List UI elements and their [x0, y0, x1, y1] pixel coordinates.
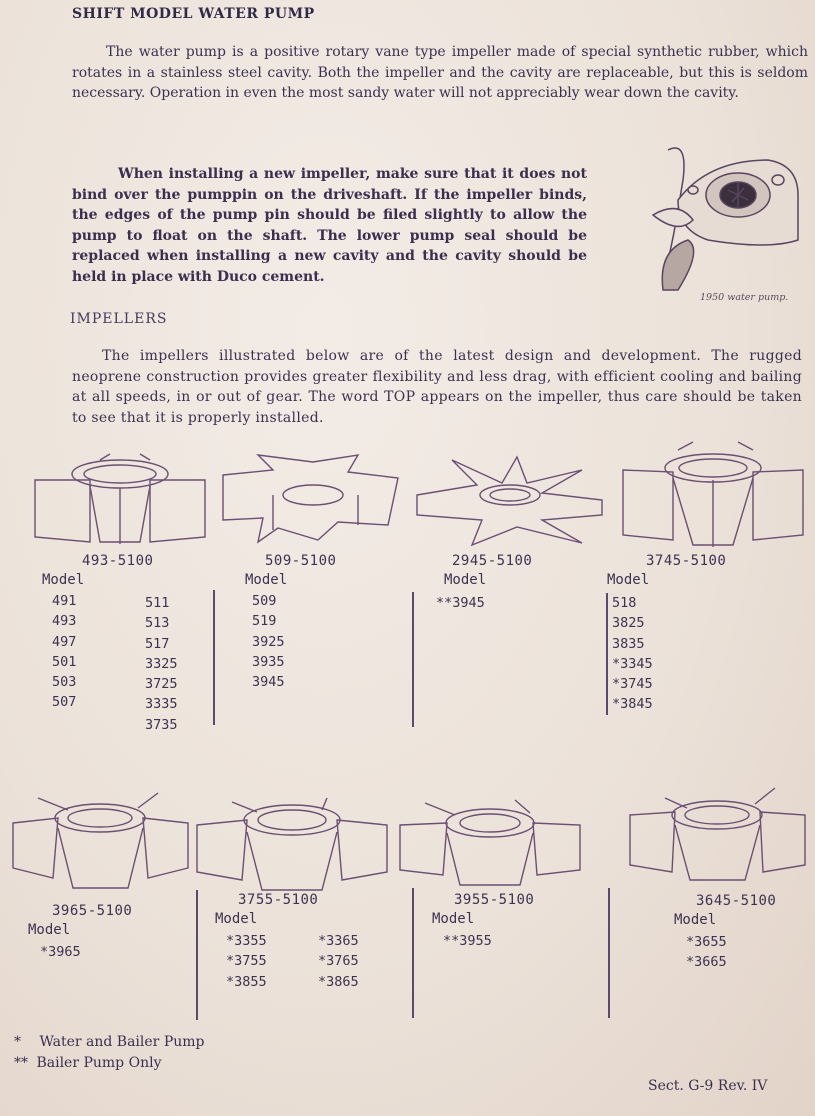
model-list-509	[252, 591, 285, 692]
impeller-493-5100-drawing	[30, 452, 210, 547]
model-number: 3335	[145, 696, 178, 713]
model-number: *3845	[612, 696, 653, 713]
column-divider	[196, 890, 198, 1020]
model-label: Model	[215, 911, 258, 927]
part-number: 3755-5100	[238, 892, 319, 908]
model-number: *3755	[226, 953, 267, 970]
model-number: 497	[52, 633, 77, 650]
impeller-3965-5100-drawing	[8, 788, 193, 893]
model-list-3645	[686, 932, 727, 973]
model-number: 491	[52, 593, 77, 609]
column-divider	[213, 590, 215, 725]
model-number: 3835	[612, 635, 645, 652]
model-label: Model	[42, 572, 85, 588]
water-pump-illustration	[648, 140, 808, 300]
part-number: 3745-5100	[646, 553, 727, 569]
model-label: Model	[674, 912, 717, 928]
impeller-3645-5100-drawing	[625, 780, 810, 885]
legend-text: Water and Bailer Pump	[39, 1034, 205, 1050]
impellers-heading: IMPELLERS	[70, 311, 168, 327]
model-number: 3735	[145, 716, 178, 733]
install-paragraph: When installing a new impeller, make sure that it does not bind over the pumppin on the driveshaft. If the impeller binds, the edges of the pump pin should be filed slightly to allow the pump to float on the shaft. The lower pump seal should be replaced when installing a new cavity and the cavity should be held in place with Duco cement.	[72, 166, 587, 285]
model-number: *3745	[612, 676, 653, 693]
model-number: *3655	[686, 934, 727, 950]
part-number: 3645-5100	[696, 893, 777, 909]
model-number: *3765	[318, 953, 359, 970]
model-number: 3825	[612, 615, 645, 632]
model-number: *3345	[612, 655, 653, 672]
model-number: *3965	[40, 944, 81, 960]
model-number: 513	[145, 615, 170, 632]
model-number: 511	[145, 595, 170, 611]
model-number: 507	[52, 694, 77, 711]
model-number: 518	[612, 595, 637, 611]
model-list-3965	[40, 942, 81, 962]
model-label: Model	[28, 922, 71, 938]
part-number: 3955-5100	[454, 892, 535, 908]
impellers-paragraph: The impellers illustrated below are of the latest design and development. The rugged neoprene construction provides greater flexibility and less drag, with efficient cooling and bailing at all speeds, in or out of gear. The word TOP appears on the impeller, thus care should be taken to see that it is properly installed.	[72, 348, 802, 426]
model-list-2945	[436, 593, 485, 613]
legend-mark: *	[14, 1034, 21, 1050]
model-number: *3865	[318, 973, 359, 990]
model-label: Model	[245, 572, 288, 588]
legend-item-bailer-only	[14, 1055, 161, 1071]
impeller-2945-5100-drawing	[412, 455, 607, 550]
model-number: **3955	[443, 933, 492, 949]
model-number: *3665	[686, 954, 727, 971]
column-divider	[412, 592, 414, 727]
model-number: **3945	[436, 595, 485, 611]
column-divider	[412, 888, 414, 1018]
model-number: *3365	[318, 933, 359, 949]
impeller-3755-5100-drawing	[192, 790, 392, 895]
model-list-3755-b	[318, 931, 359, 992]
model-number: 501	[52, 653, 77, 670]
model-number: 3935	[252, 653, 285, 670]
legend-mark: **	[14, 1055, 28, 1071]
model-list-493-a	[52, 591, 76, 713]
model-number: 509	[252, 593, 277, 609]
model-number: 3945	[252, 674, 285, 691]
model-number: 517	[145, 635, 170, 652]
model-list-3755-a	[226, 931, 267, 992]
impeller-3955-5100-drawing	[395, 795, 585, 890]
model-list-493-b	[145, 593, 178, 735]
section-footer: Sect. G-9 Rev. IV	[648, 1078, 768, 1094]
model-number: 3725	[145, 676, 178, 693]
model-number: 503	[52, 674, 77, 691]
model-number: *3855	[226, 973, 267, 990]
model-label: Model	[607, 572, 650, 588]
model-number: *3355	[226, 933, 267, 949]
column-divider	[606, 593, 608, 715]
model-number: 3925	[252, 633, 285, 650]
legend-item-water-bailer	[14, 1034, 205, 1050]
part-number: 3965-5100	[52, 903, 133, 919]
part-number: 493-5100	[82, 553, 154, 569]
column-divider	[608, 888, 610, 1018]
part-number: 2945-5100	[452, 553, 533, 569]
model-number: 519	[252, 613, 277, 630]
model-list-3955	[443, 931, 492, 951]
model-number: 493	[52, 613, 77, 630]
legend-text: Bailer Pump Only	[36, 1055, 162, 1071]
model-number: 3325	[145, 655, 178, 672]
model-list-3745	[612, 593, 653, 715]
pump-caption: 1950 water pump.	[700, 292, 789, 303]
intro-paragraph: The water pump is a positive rotary vane type impeller made of special synthetic rubber, which rotates in a stainless steel cavity. Both the impeller and the cavity are replaceable, but this is seldom necessary. Operation in even the most sandy water will not appreciably wear down the cavity.	[72, 44, 808, 101]
part-number: 509-5100	[265, 553, 337, 569]
impeller-3745-5100-drawing	[618, 440, 808, 550]
model-label: Model	[432, 911, 475, 927]
model-label: Model	[444, 572, 487, 588]
impeller-509-5100-drawing	[218, 450, 408, 545]
page-title: SHIFT MODEL WATER PUMP	[72, 6, 315, 22]
